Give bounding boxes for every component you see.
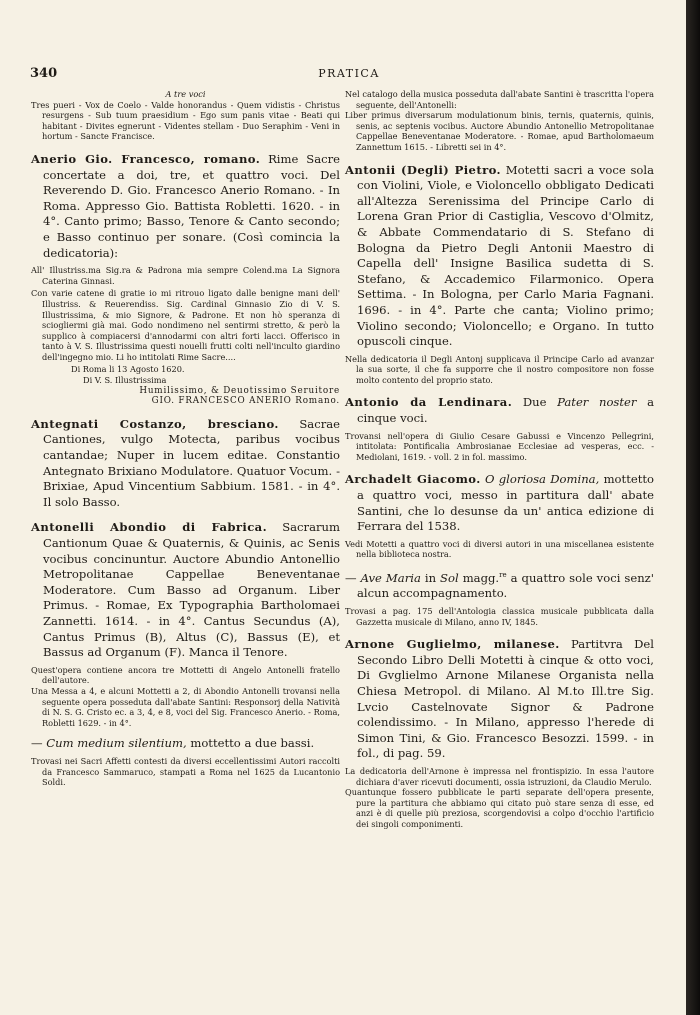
book-edge	[686, 0, 700, 1015]
entry-title: Pater noster	[557, 395, 637, 410]
entry-antegnati	[31, 417, 340, 511]
note-paragraph: Nella dedicatoria il Degli Antonj supplicava il Principe Carlo ad avanzar la sua sorte, il che fa supporre che il nostro compositore non fosse molto contento del proprio stato.	[345, 353, 654, 385]
letter-date: Di Roma li 13 Agosto 1620.	[71, 364, 185, 375]
entry-antonio	[345, 395, 654, 426]
entry-anerio	[31, 152, 340, 261]
entry-cum-medium: — Cum medium silentium, mottetto a due bassi.	[31, 736, 315, 751]
entry-arnone	[345, 637, 654, 762]
entry-text: magg.	[462, 570, 500, 585]
entry-heading: Arnone Guglielmo, milanese.	[345, 637, 560, 652]
entry-text: mottetto a quattro voci, messo in partitura dall' abate Santini, che lo desunse da un' antica edizione di Ferrara del 1538.	[357, 472, 655, 534]
running-head: PRATICA	[318, 67, 380, 80]
entry-heading: Antonii (Degli) Pietro.	[345, 162, 501, 177]
page-header	[30, 66, 668, 84]
note-paragraph: Trovasi a pag. 175 dell'Antologia classica musicale pubblicata dalla Gazzetta musicale di Milano, anno IV, 1845.	[345, 606, 654, 627]
note-paragraph: Nel catalogo della musica posseduta dall'abate Santini è trascritta l'opera seguente, dell'Antonelli:	[345, 89, 654, 110]
entry-text: Partitvra Del Secondo Libro Delli Motetti à cinque & otto voci, Di Gvglielmo Arnone Milanese Organista nella Chiesa Metropol. di Milano. Al M.to Ill.tre Sig. Lvcio Castelnovate Signor & Padrone colendissimo. - In Milano, appresso l'herede di Simon Tini, & Gio. Francesco Besozzi. 1599. - in fol., di pag. 59.	[357, 637, 655, 761]
entry-antonii	[345, 163, 654, 350]
section-subtitle: A tre voci	[165, 89, 206, 99]
letter-closing: Di V. S. Illustrissima	[83, 375, 167, 386]
entry-text: Motetti sacri a voce sola con Violini, Viole, e Violoncello obbligato Dedicati all'Altezza Serenissima del Principe Carlo di Lorena Gran Prior di Castiglia, Vescovo d'Olmitz, & Abbate Commendatario di S. Stefano di Bologna da Pietro Degli Antonii Maestro di Capella dell' Insigne Basilica sudetta di S. Stefano, & Accademico Filarmonico. Opera Settima. - In Bologna, per Carlo Maria Fagnani. 1696. - in 4°. Parte che canta; Violino primo; Violino secondo; Violoncello; e Organo. In tutto opuscoli cinque.	[357, 162, 655, 349]
entry-title: Ave Maria	[360, 570, 421, 585]
entry-heading: Archadelt Giacomo.	[345, 472, 481, 487]
letter-signature: GIO. FRANCESCO ANERIO Romano.	[151, 396, 340, 407]
note-paragraph: All' Illustriss.ma Sig.ra & Padrona mia sempre Colend.ma La Signora Caterina Ginnasi.	[31, 265, 340, 286]
note-paragraph: La dedicatoria dell'Arnone è impressa nel frontispizio. In essa l'autore dichiara d'aver ricevuti documenti, ossia istruzioni, da Claudio Merulo.	[345, 765, 654, 787]
entry-ave-maria: — Ave Maria in Sol magg.$^{re}$ a quattro sole voci senz' alcun accompagnamento.	[345, 570, 654, 601]
note-paragraph: Una Messa a 4, e alcuni Mottetti a 2, di Abondio Antonelli trovansi nella seguente opera posseduta dall'abate Santini: Responsorj della Natività di N. S. G. Cristo ec. a 3, 4, e 8, voci del Sig. Francesco Anerio. - Roma, Robletti 1629. - in 4°.	[31, 685, 340, 728]
note-paragraph: Liber primus diversarum modulationum binis, ternis, quaternis, quinis, senis, ac septenis vocibus. Auctore Abundio Antonellio Metropolitanae Cappellae Beneventanae Moderatore. - Romae, apud Bartholomaeum Zannettum 1615. - Libretti sei in 4°.	[345, 110, 654, 152]
superscript: re	[499, 571, 507, 579]
entry-heading: Antonio da Lendinara.	[345, 395, 513, 410]
entry-text: Rime Sacre concertate a doi, tre, et quattro voci. Del Reverendo D. Gio. Francesco Anerio Romano. - In Roma. Appresso Gio. Battista Robletti. 1620. - in 4°. Canto primo; Basso, Tenore & Canto secondo; e Basso continuo per sonare. (Così comincia la dedicatoria):	[43, 151, 341, 260]
note-paragraph: Trovansi nell'opera di Giulio Cesare Gabussi e Vincenzo Pellegrini, intitolata: Pontificalia Ambrosianae Ecclesiae ad vesperas, ecc. - Mediolani, 1619. - voll. 2 in fol. massimo.	[345, 430, 654, 462]
key-name: Sol	[440, 570, 459, 585]
entry-archadelt	[345, 472, 654, 534]
entry-heading: Antonelli Abondio di Fabrica.	[31, 520, 268, 535]
page-number: 340	[30, 66, 58, 81]
entry-text: a cinque voci.	[357, 395, 655, 426]
note-paragraph: Trovasi nei Sacri Affetti contesti da diversi eccellentissimi Autori raccolti da Francesco Sammaruco, stampati a Roma nel 1625 da Lucantonio Soldi.	[31, 755, 340, 788]
entry-heading: Anerio Gio. Francesco, romano.	[31, 151, 261, 166]
note-paragraph: Quest'opera contiene ancora tre Mottetti di Angelo Antonelli fratello dell'autore.	[31, 664, 340, 686]
note-paragraph: Quantunque fossero pubblicate le parti separate dell'opera presente, pure la partitura che abbiamo qui citato può stare senza di esse, ed anzi è di quelle più preziosa, scorgendovisi a colpo d'occhio l'artificio dei singoli componimenti.	[345, 787, 654, 829]
note-paragraph: Tres pueri - Vox de Coelo - Valde honorandus - Quem vidistis - Christus resurgens - Sub tuum praesidium - Ego sum panis vitae - Beati qui habitant - Divites egnerunt - Videntes stellam - Duo Seraphim - Veni in hortum - Sancte Francisce.	[31, 99, 340, 142]
note-paragraph: Vedi Motetti a quattro voci di diversi autori in una miscellanea esistente nella biblioteca nostra.	[345, 538, 654, 560]
entry-heading: Antegnati Costanzo, bresciano.	[31, 416, 279, 431]
entry-text: Sacrarum Cantionum Quae & Quaternis, & Quinis, ac Senis vocibus concinuntur. Auctore Abundio Antonellio Metropolitanae Cappellae Beneventanae Moderatore. Cum Basso ad Organum. Liber Primus. - Romae, Ex Typographia Bartholomaei Zannetti. 1614. - in 4°. Cantus Secundus (A), Cantus Primus (B), Altus (C), Bassus (E), et Bassus ad Organum (F). Manca il Tenore.	[43, 520, 340, 660]
right-column	[345, 89, 654, 830]
entry-text: Due	[522, 395, 547, 410]
entry-text: a quattro sole voci senz' alcun accompagnamento.	[357, 570, 654, 601]
entry-antonelli	[31, 520, 340, 660]
entry-text: mottetto a due bassi.	[190, 736, 315, 751]
entry-title: Cum medium silentium,	[46, 736, 187, 751]
letter-closing: Humilissimo, & Deuotissimo Seruitore	[139, 385, 340, 396]
left-column	[31, 89, 340, 788]
entry-text: Sacrae Cantiones, vulgo Motecta, paribus vocibus cantandae; Nuper in lucem editae. Constantio Antegnato Brixiano Modulatore. Quatuor Vocum. - Brixiae, Apud Vincentium Sabbium. 1581. - in 4°. Il solo Basso.	[43, 416, 341, 509]
entry-text: in	[424, 570, 437, 585]
entry-title: O gloriosa Domina,	[484, 472, 600, 487]
note-paragraph: Con varie catene di gratie io mi ritrouo ligato dalle benigne mani dell' Illustriss. & Reuerendiss. Sig. Cardinal Ginnasio Zio di V. S. Illustrissima, & mio Signore, & Padrone. Et non hò speranza di sciogliermi già mai. Godo nondimeno nel sentirmi stretto, & però la supplico à compiacersi d'annodarmi con altri forti lacci. Offerisco in tanto à V. S. Illustrissima questi nouelli frutti colti nell'inculto giardino dell'ingegno mio. Li ho intitolati Rime Sacre....	[31, 288, 340, 362]
